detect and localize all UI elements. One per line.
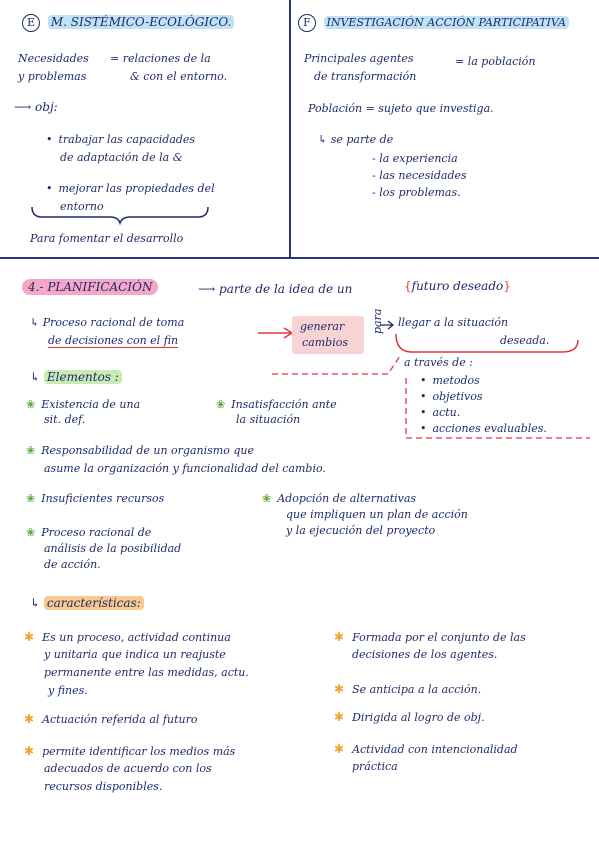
star-icon: ✱ — [334, 742, 345, 756]
star-icon: ✱ — [24, 630, 35, 644]
leaf-icon: ❀ — [26, 444, 36, 457]
char-6-line1: Dirigida al logro de obj. — [352, 711, 485, 724]
char-4-line2: decisiones de los agentes. — [352, 648, 498, 661]
brace-future — [404, 279, 511, 293]
char-5 — [334, 682, 481, 696]
curly-brace-icon — [30, 203, 210, 225]
section-f-title-text: INVESTIGACIÓN ACCIÓN PARTICIPATIVA — [324, 16, 569, 29]
vertical-divider — [289, 0, 291, 258]
box-line-1: generar — [300, 320, 345, 333]
process-line-2: de decisiones con el fin — [48, 334, 179, 347]
char-1-line2: y unitaria que indica un reajuste — [44, 648, 226, 661]
section-e-line2a: y problemas — [18, 70, 87, 83]
star-icon: ✱ — [24, 744, 35, 758]
element-1 — [26, 398, 140, 411]
element-6-line1: Proceso racional de — [41, 526, 152, 539]
elements-label-text: Elementos : — [44, 370, 122, 384]
future-text: futuro deseado — [411, 279, 504, 293]
char-1 — [24, 630, 231, 644]
section-e-marker: E — [22, 14, 40, 32]
red-arrow-icon — [256, 326, 296, 340]
char-4 — [334, 630, 526, 644]
element-2-line1: Insatisfacción ante — [231, 398, 337, 411]
right-brace-icon: } — [503, 279, 511, 293]
section-e-obj-item-2-line2: entorno — [60, 200, 104, 213]
through-item-2 — [420, 390, 483, 403]
corner-arrow-icon: ↳ — [30, 370, 44, 384]
bullet-icon: • — [420, 406, 427, 419]
leaf-icon: ❀ — [26, 398, 36, 411]
char-7 — [334, 742, 518, 756]
through-item-3 — [420, 406, 460, 419]
char-3 — [24, 744, 235, 758]
section-f-sub-item-2: - las necesidades — [372, 169, 467, 182]
horizontal-divider — [0, 257, 599, 259]
through-label: a través de : — [404, 356, 473, 369]
sub-label-text: se parte de — [330, 133, 394, 146]
element-6-line3: de acción. — [44, 558, 101, 571]
characteristics-label — [30, 596, 144, 610]
char-4-line1: Formada por el conjunto de las — [352, 631, 526, 644]
star-icon: ✱ — [334, 682, 345, 696]
characteristics-label-text: características: — [44, 596, 144, 610]
element-5 — [262, 492, 416, 505]
through-item-1 — [420, 374, 480, 387]
star-icon: ✱ — [334, 630, 345, 644]
char-1-line4: y fines. — [48, 684, 88, 697]
char-7-line2: práctica — [352, 760, 398, 773]
leaf-icon: ❀ — [26, 492, 36, 505]
element-2-line2: la situación — [236, 413, 301, 426]
section-e-footer: Para fomentar el desarrollo — [30, 232, 184, 245]
char-2-line1: Actuación referida al futuro — [42, 713, 198, 726]
bullet-icon: • — [46, 133, 53, 146]
char-7-line1: Actividad con intencionalidad — [352, 743, 518, 756]
section-f-line1a: Principales agentes — [304, 52, 414, 65]
through-item-4-text: acciones evaluables. — [432, 422, 547, 435]
corner-arrow-icon: ↳ — [30, 596, 44, 610]
reach-line-1: llegar a la situación — [398, 316, 509, 329]
through-item-3-text: actu. — [432, 406, 461, 419]
section-e-line2b: & con el entorno. — [130, 70, 228, 83]
red-bracket-icon — [392, 312, 582, 356]
through-item-2-text: objetivos — [432, 390, 483, 403]
leaf-icon: ❀ — [26, 526, 36, 539]
star-icon: ✱ — [334, 710, 345, 724]
left-brace-icon: { — [404, 279, 412, 293]
section-4-title — [22, 280, 158, 294]
through-item-1-text: metodos — [432, 374, 480, 387]
element-3-line1: Responsabilidad de un organismo que — [41, 444, 254, 457]
reach-line-2: deseada. — [500, 334, 550, 347]
corner-arrow-icon: ↳ — [318, 133, 331, 146]
right-arrow-icon: ⟶ — [198, 282, 220, 296]
section-e-line1a: Necesidades — [18, 52, 89, 65]
element-1-line1: Existencia de una — [41, 398, 141, 411]
section-e-line1b: = relaciones de la — [110, 52, 211, 65]
element-6 — [26, 526, 151, 539]
title-suffix-text: parte de la idea de un — [219, 282, 353, 296]
char-3-line1: permite identificar los medios más — [42, 745, 236, 758]
right-arrow-icon: ⟶ — [14, 100, 36, 114]
section-f-line3: Población = sujeto que investiga. — [308, 102, 494, 115]
char-6 — [334, 710, 485, 724]
section-f-marker: F — [298, 14, 316, 32]
char-3-line2: adecuados de acuerdo con los — [44, 762, 212, 775]
char-1-line1: Es un proceso, actividad continua — [42, 631, 231, 644]
vertical-word: para — [371, 308, 384, 334]
char-1-line3: permanente entre las medidas, actu. — [44, 666, 249, 679]
section-f-sub-item-3: - los problemas. — [372, 186, 461, 199]
section-e-title-text: M. SISTÉMICO-ECOLÓGICO. — [48, 15, 234, 29]
char-2 — [24, 712, 197, 726]
process-line-1-text: Proceso racional de toma — [42, 316, 185, 329]
char-3-line3: recursos disponibles. — [44, 780, 163, 793]
section-f-sub-item-1: - la experiencia — [372, 152, 458, 165]
section-e-obj-label — [14, 100, 58, 114]
obj-item-1-line1: trabajar las capacidades — [58, 133, 196, 146]
bullet-icon: • — [420, 390, 427, 403]
section-f-line1b: = la población — [455, 55, 536, 68]
section-e-obj-item-1-line2: de adaptación de la & — [60, 151, 183, 164]
element-5-line1: Adopción de alternativas — [277, 492, 417, 505]
bullet-icon: • — [420, 374, 427, 387]
char-5-line1: Se anticipa a la acción. — [352, 683, 482, 696]
element-3 — [26, 444, 254, 457]
leaf-icon: ❀ — [262, 492, 272, 505]
section-4-title-suffix — [198, 282, 352, 296]
section-f-title — [298, 14, 569, 32]
box-line-2: cambios — [302, 336, 348, 349]
process-line-1 — [30, 316, 184, 329]
element-4 — [26, 492, 164, 505]
element-5-line3: y la ejecución del proyecto — [286, 524, 436, 537]
obj-label-text: obj: — [35, 100, 58, 114]
bullet-icon: • — [46, 182, 53, 195]
element-6-line2: análisis de la posibilidad — [44, 542, 182, 555]
corner-arrow-icon: ↳ — [30, 316, 43, 329]
element-5-line2: que impliquen un plan de acción — [286, 508, 468, 521]
leaf-icon: ❀ — [216, 398, 226, 411]
element-3-line2: asume la organización y funcionalidad del cambio. — [44, 462, 326, 475]
bullet-icon: • — [420, 422, 427, 435]
through-item-4 — [420, 422, 547, 435]
section-e-obj-item-1 — [46, 133, 195, 146]
section-f-sub-label — [318, 133, 393, 146]
element-1-line2: sit. def. — [44, 413, 86, 426]
elements-label — [30, 370, 122, 384]
obj-item-2-line1: mejorar las propiedades del — [58, 182, 215, 195]
section-e-title — [22, 14, 234, 32]
element-4-line1: Insuficientes recursos — [41, 492, 165, 505]
star-icon: ✱ — [24, 712, 35, 726]
section-f-line2: de transformación — [314, 70, 417, 83]
section-4-title-text: 4.- PLANIFICACIÓN — [22, 279, 158, 295]
element-2 — [216, 398, 337, 411]
section-e-obj-item-2 — [46, 182, 215, 195]
